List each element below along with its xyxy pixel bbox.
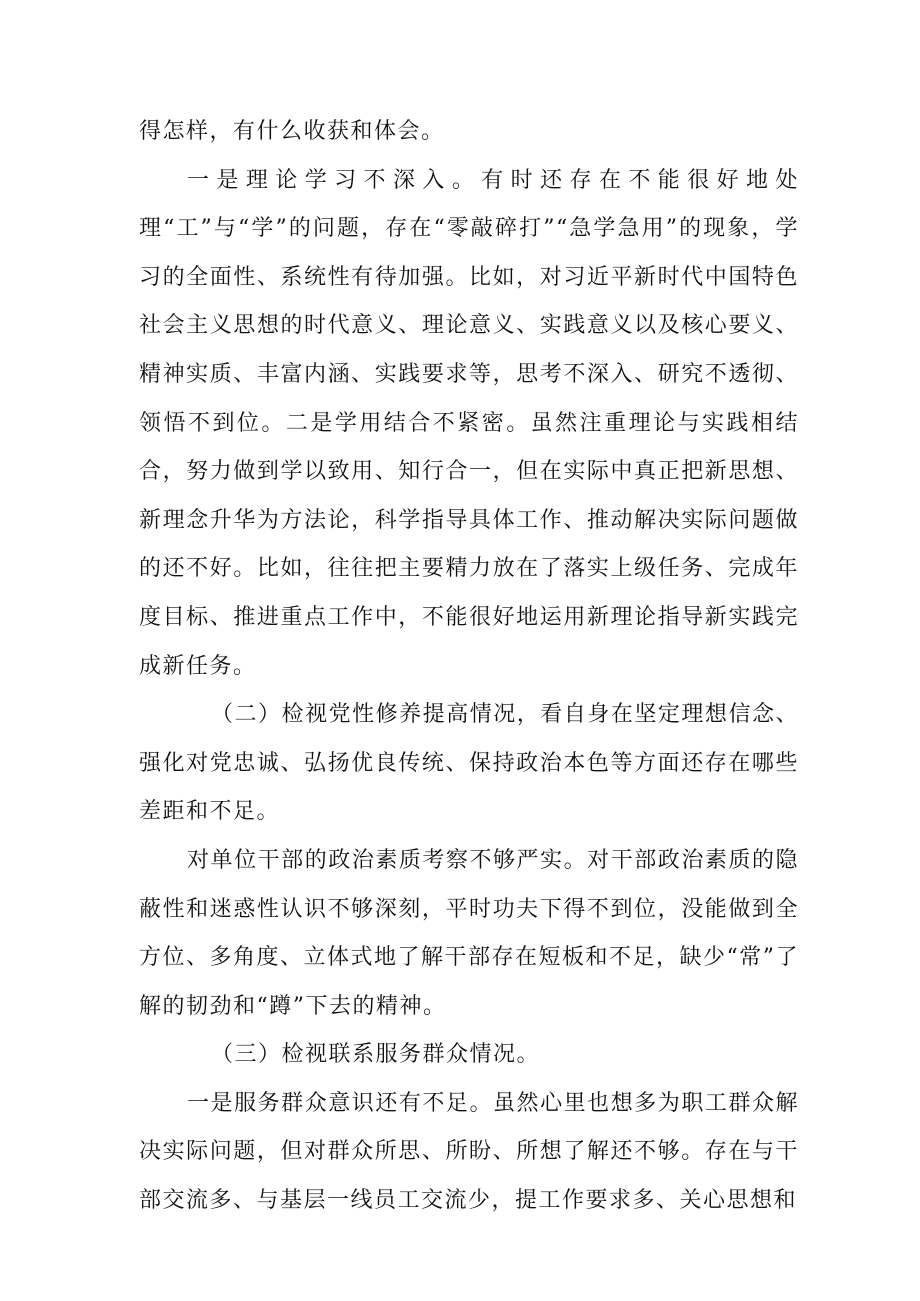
- paragraph-service-awareness: 一是服务群众意识还有不足。虽然心里也想多为职工群众解决实际问题，但对群众所思、所盼、所想了解还不够。存在与干部交流多、与基层一线员工交流少，提工作要求多、关心思想和: [139, 1090, 799, 1214]
- paragraph-theory-study: 一是理论学习不深入。有时还存在不能很好地处理“工”与“学”的问题，存在“零敲碎打”“急学急用”的现象，学习的全面性、系统性有待加强。比如，对习近平新时代中国特色社会主义思想的时代意义、理论意义、实践意义以及核心要义、精神实质、丰富内涵、实践要求等，思考不深入、研究不透彻、领悟不到位。二是学用结合不紧密。虽然注重理论与实践相结合，努力做到学以致用、知行合一，但在实际中真正把新思想、新理念升华为方法论，科学指导具体工作、推动解决实际问题做的还不好。比如，往往把主要精力放在了落实上级任务、完成年度目标、推进重点工作中，不能很好地运用新理论指导新实践完成新任务。: [139, 167, 799, 679]
- document-body: [139, 108, 799, 1226]
- paragraph-cadre-evaluation: 对单位干部的政治素质考察不够严实。对干部政治素质的隐蔽性和迷惑性认识不够深刻，平时功夫下得不到位，没能做到全方位、多角度、立体式地了解干部存在短板和不足，缺少“常”了解的韧劲和“蹲”下去的精神。: [139, 847, 799, 1019]
- section-heading-serve-masses: （三）检视联系服务群众情况。: [211, 1042, 541, 1068]
- paragraph-continuation: 得怎样，有什么收获和体会。: [139, 119, 445, 144]
- section-heading-party-spirit: （二）检视党性修养提高情况，看自身在坚定理想信念、强化对党忠诚、弘扬优良传统、保持政治本色等方面还存在哪些差距和不足。: [139, 702, 799, 825]
